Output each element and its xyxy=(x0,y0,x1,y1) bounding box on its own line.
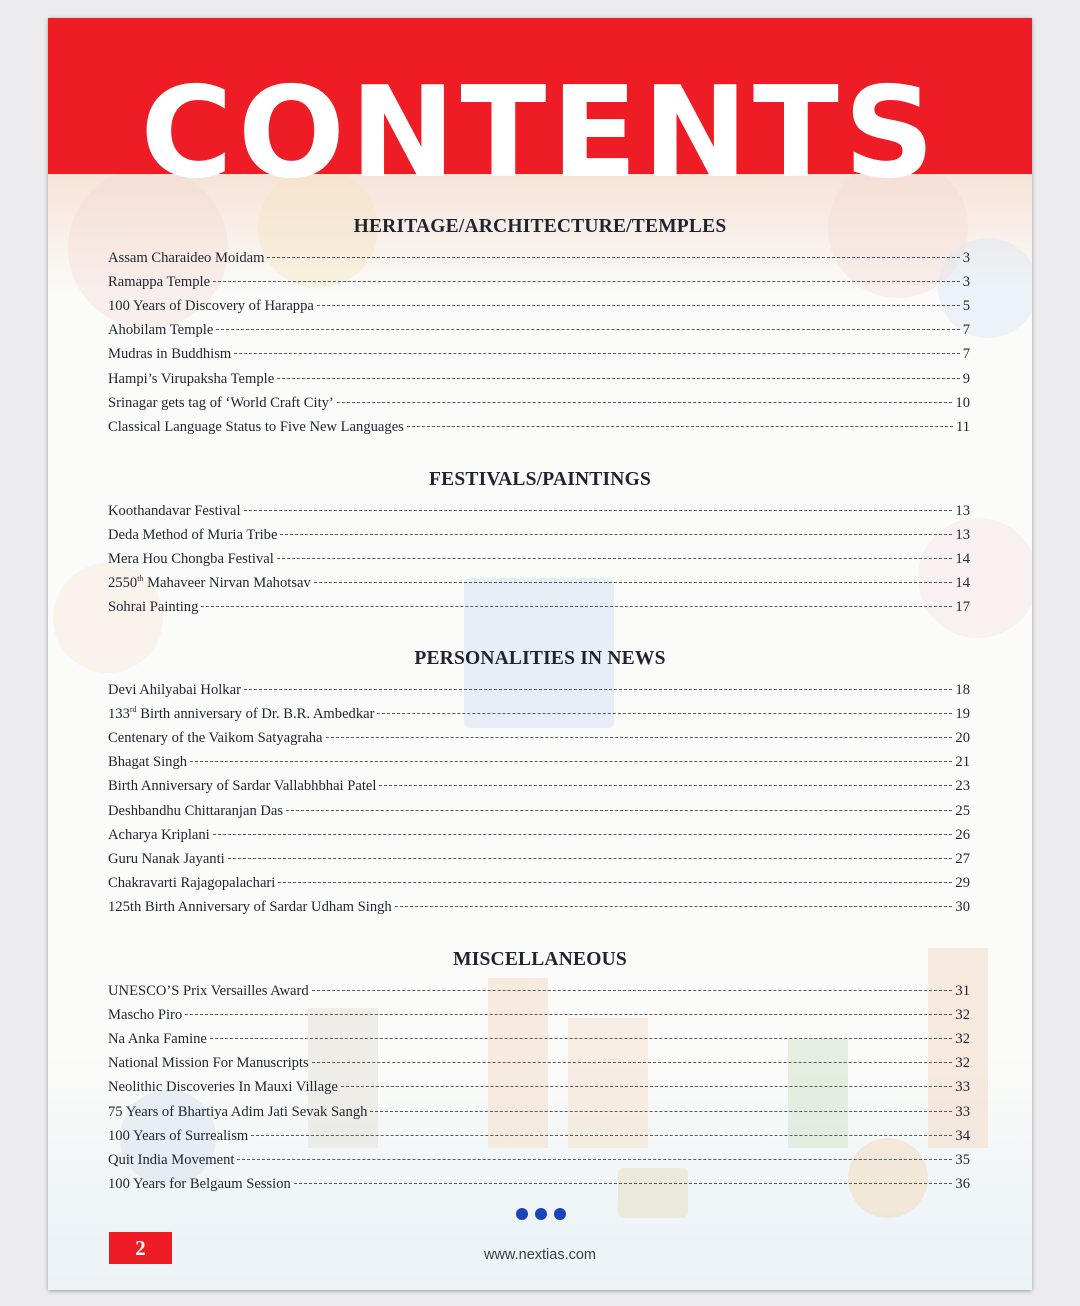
toc-entry-title xyxy=(108,1055,309,1072)
toc-page-number: 18 xyxy=(955,682,970,698)
dotted-leader xyxy=(314,582,953,583)
toc-entry-title-text: Centenary of the Vaikom Satyagraha xyxy=(108,730,323,747)
pager-dot xyxy=(554,1208,566,1220)
toc-entry-title xyxy=(108,1176,291,1193)
toc-entry[interactable] xyxy=(108,1176,970,1198)
toc-page-number: 36 xyxy=(955,1175,970,1192)
toc-entry-title xyxy=(108,250,264,267)
toc-page-number: 13 xyxy=(955,527,970,544)
toc-entry-title-rest: Birth anniversary of Dr. B.R. Ambedkar xyxy=(136,706,375,723)
toc-entry-title-text: 100 Years of Discovery of Harappa xyxy=(108,298,314,315)
dotted-leader xyxy=(251,1135,952,1136)
toc-entry[interactable] xyxy=(108,754,970,776)
toc-page-number: 27 xyxy=(955,850,970,867)
toc-entry-title xyxy=(108,1128,248,1145)
toc-page-number: 7 xyxy=(962,322,970,339)
toc-entry[interactable] xyxy=(108,1007,970,1029)
dotted-leader xyxy=(294,1183,953,1184)
page-title: CONTENTS xyxy=(140,59,940,206)
ordinal-superscript: th xyxy=(137,574,144,584)
toc-entry-title-text: UNESCO’S Prix Versailles Award xyxy=(108,983,309,999)
dotted-leader xyxy=(379,785,952,786)
toc-entry-title-text: 125th Birth Anniversary of Sardar Udham Singh xyxy=(108,898,392,915)
dotted-leader xyxy=(213,834,953,835)
toc-entry-title-text: 100 Years for Belgaum Session xyxy=(108,1175,291,1192)
toc-page-number: 21 xyxy=(955,754,970,771)
dotted-leader xyxy=(395,906,953,907)
toc-entry-title-text: 2550 xyxy=(108,575,138,592)
toc-entry-title-text: Chakravarti Rajagopalachari xyxy=(108,874,276,891)
toc-entry[interactable] xyxy=(108,682,970,704)
toc-page-number: 26 xyxy=(955,826,970,843)
toc-entry[interactable] xyxy=(108,1031,970,1053)
toc-page-number: 25 xyxy=(955,802,970,819)
toc-page-number: 29 xyxy=(955,874,970,891)
toc-entry[interactable] xyxy=(108,1055,970,1077)
pager-dots xyxy=(516,1208,566,1220)
dotted-leader xyxy=(377,713,952,714)
toc-entry[interactable] xyxy=(108,298,970,320)
dotted-leader xyxy=(370,1111,952,1112)
pager-dot xyxy=(516,1208,528,1220)
section-title: PERSONALITIES IN NEWS xyxy=(414,648,666,669)
toc-entry-title-text: Devi Ahilyabai Holkar xyxy=(108,682,241,698)
toc-entry-title-text: Koothandavar Festival xyxy=(108,503,241,519)
dotted-leader xyxy=(244,510,953,511)
dotted-leader xyxy=(407,426,953,427)
toc-page-number: 17 xyxy=(955,599,970,616)
toc-entry-title-text: Srinagar gets tag of ‘World Craft City’ xyxy=(108,394,334,411)
toc-page-number: 23 xyxy=(955,778,970,795)
toc-page-number: 33 xyxy=(955,1079,970,1096)
toc-entry-title xyxy=(108,527,277,544)
toc-page-number: 3 xyxy=(962,274,970,291)
dotted-leader xyxy=(244,689,952,690)
toc-entry-title xyxy=(108,778,376,795)
toc-entry[interactable] xyxy=(108,875,970,897)
toc-entry[interactable] xyxy=(108,395,970,417)
toc-page-number: 14 xyxy=(955,551,970,568)
page-number-badge: 2 xyxy=(109,1232,172,1264)
toc-entry-title xyxy=(108,503,241,520)
dotted-leader xyxy=(216,329,959,330)
toc-entry-title-text: Classical Language Status to Five New Languages xyxy=(108,418,404,435)
toc-entry[interactable] xyxy=(108,419,970,441)
dotted-leader xyxy=(312,1062,953,1063)
toc-entry[interactable] xyxy=(108,899,970,921)
toc-entry-title-text: Neolithic Discoveries In Mauxi Village xyxy=(108,1079,338,1096)
toc-page-number: 33 xyxy=(955,1103,970,1120)
dotted-leader xyxy=(277,558,953,559)
toc-page-number: 9 xyxy=(962,370,970,387)
toc-page-number: 34 xyxy=(955,1127,970,1144)
toc-page-number: 3 xyxy=(962,250,970,266)
toc-page-number: 35 xyxy=(955,1151,970,1168)
toc-entry-title xyxy=(108,730,323,747)
website-url: www.nextias.com xyxy=(483,1247,596,1263)
toc-entry-title xyxy=(108,298,314,315)
toc-entry-title-text: 133 xyxy=(108,706,130,723)
dotted-leader xyxy=(228,858,953,859)
toc-entry[interactable] xyxy=(108,575,970,597)
dotted-leader xyxy=(286,810,952,811)
toc-entry-title-text: Assam Charaideo Moidam xyxy=(108,250,265,266)
toc-entry[interactable] xyxy=(108,778,970,800)
toc-entry[interactable] xyxy=(108,1128,970,1150)
toc-entry-title xyxy=(108,322,213,339)
toc-entry[interactable] xyxy=(108,730,970,752)
toc-entry-title-text: Guru Nanak Jayanti xyxy=(108,850,225,867)
toc-page-number: 32 xyxy=(955,1031,970,1048)
dotted-leader xyxy=(337,402,953,403)
toc-entry-title xyxy=(108,1031,207,1048)
toc-page-number: 32 xyxy=(955,1007,970,1024)
toc-page-number: 19 xyxy=(955,706,970,723)
dotted-leader xyxy=(280,534,952,535)
toc-entry-title-text: Mera Hou Chongba Festival xyxy=(108,551,274,568)
toc-entry-title-text: Mudras in Buddhism xyxy=(108,346,232,363)
toc-page-number: 31 xyxy=(955,983,970,999)
toc-entry[interactable] xyxy=(108,706,970,728)
toc-entry-title xyxy=(108,599,198,616)
toc-entry-title-text: Hampi’s Virupaksha Temple xyxy=(108,370,275,387)
toc-entry-title-text: Mascho Piro xyxy=(108,1007,183,1024)
toc-entry-title-text: Sohrai Painting xyxy=(108,599,199,616)
toc-entry-title xyxy=(108,875,275,892)
toc-entry[interactable] xyxy=(108,503,970,525)
toc-entry-title xyxy=(108,803,283,820)
toc-page-number: 14 xyxy=(955,575,970,592)
toc-entry-title-text: Ahobilam Temple xyxy=(108,322,214,339)
toc-page-number: 7 xyxy=(962,346,970,363)
toc-entry-title xyxy=(108,851,225,868)
toc-page-number: 11 xyxy=(955,418,970,435)
toc-entry-title-text: Deshbandhu Chittaranjan Das xyxy=(108,802,284,819)
section-title: MISCELLANEOUS xyxy=(453,949,627,970)
dotted-leader xyxy=(277,378,960,379)
toc-entry[interactable] xyxy=(108,1152,970,1174)
dotted-leader xyxy=(185,1014,952,1015)
toc-entry-title xyxy=(108,419,404,436)
toc-entry-title-text: 100 Years of Surrealism xyxy=(108,1127,249,1144)
toc-entry-title xyxy=(108,575,311,592)
toc-entry-title xyxy=(108,754,187,771)
dotted-leader xyxy=(317,305,960,306)
toc-entry[interactable] xyxy=(108,827,970,849)
toc-entry[interactable] xyxy=(108,250,970,272)
toc-entry-title-text: Ramappa Temple xyxy=(108,274,211,291)
toc-page-number: 32 xyxy=(955,1055,970,1072)
toc-entry-title xyxy=(108,1104,367,1121)
dotted-leader xyxy=(326,737,953,738)
toc-entry-title-text: Birth Anniversary of Sardar Vallabhbhai Patel xyxy=(108,778,377,795)
toc-entry[interactable] xyxy=(108,983,970,1005)
toc-entry-title-text: Deda Method of Muria Tribe xyxy=(108,527,278,544)
toc-entry-title xyxy=(108,899,392,916)
toc-entry-title-text: Acharya Kriplani xyxy=(108,826,210,843)
toc-entry-title xyxy=(108,1007,182,1024)
toc-entry-title-text: Quit India Movement xyxy=(108,1151,235,1168)
toc-entry-title xyxy=(108,551,274,568)
toc-entry[interactable] xyxy=(108,371,970,393)
toc-page-number: 10 xyxy=(955,394,970,411)
dotted-leader xyxy=(210,1038,953,1039)
toc-entry-title xyxy=(108,983,309,1000)
dotted-leader xyxy=(341,1086,953,1087)
toc-entry[interactable] xyxy=(108,1079,970,1101)
toc-entry[interactable] xyxy=(108,803,970,825)
dotted-leader xyxy=(234,353,959,354)
dotted-leader xyxy=(213,281,960,282)
toc-entry-title xyxy=(108,682,241,699)
pager-dot xyxy=(535,1208,547,1220)
toc-page-number: 5 xyxy=(962,298,970,315)
toc-entry-title xyxy=(108,395,334,412)
ordinal-superscript: rd xyxy=(129,705,137,715)
toc-entry-title xyxy=(108,371,274,388)
toc-entry[interactable] xyxy=(108,346,970,368)
dotted-leader xyxy=(237,1159,952,1160)
toc-entry-title xyxy=(108,706,374,723)
toc-page-number: 30 xyxy=(955,898,970,915)
dotted-leader xyxy=(312,990,953,991)
toc-entry[interactable] xyxy=(108,551,970,573)
toc-entry[interactable] xyxy=(108,322,970,344)
section-title: HERITAGE/ARCHITECTURE/TEMPLES xyxy=(353,216,727,237)
toc-entry-title-text: 75 Years of Bhartiya Adim Jati Sevak Sangh xyxy=(108,1103,368,1120)
toc-page-number: 20 xyxy=(955,730,970,747)
dotted-leader xyxy=(201,606,952,607)
toc-entry-title xyxy=(108,1079,338,1096)
toc-entry-title-text: National Mission For Manuscripts xyxy=(108,1055,309,1072)
toc-entry-title xyxy=(108,1152,234,1169)
toc-entry-title-rest: Mahaveer Nirvan Mahotsav xyxy=(143,575,311,592)
toc-entry-title-text: Bhagat Singh xyxy=(108,754,188,771)
dotted-leader xyxy=(190,761,952,762)
toc-page-number: 13 xyxy=(955,503,970,519)
section-title: FESTIVALS/PAINTINGS xyxy=(429,469,651,490)
toc-entry-title xyxy=(108,346,231,363)
toc-entry-title xyxy=(108,274,210,291)
dotted-leader xyxy=(267,257,959,258)
dotted-leader xyxy=(278,882,952,883)
toc-entry[interactable] xyxy=(108,1104,970,1126)
toc-entry[interactable] xyxy=(108,527,970,549)
toc-entry[interactable] xyxy=(108,851,970,873)
document-page xyxy=(48,18,1032,1290)
toc-entry-title xyxy=(108,827,210,844)
toc-entry[interactable] xyxy=(108,599,970,621)
toc-entry-title-text: Na Anka Famine xyxy=(108,1031,207,1048)
toc-entry[interactable] xyxy=(108,274,970,296)
